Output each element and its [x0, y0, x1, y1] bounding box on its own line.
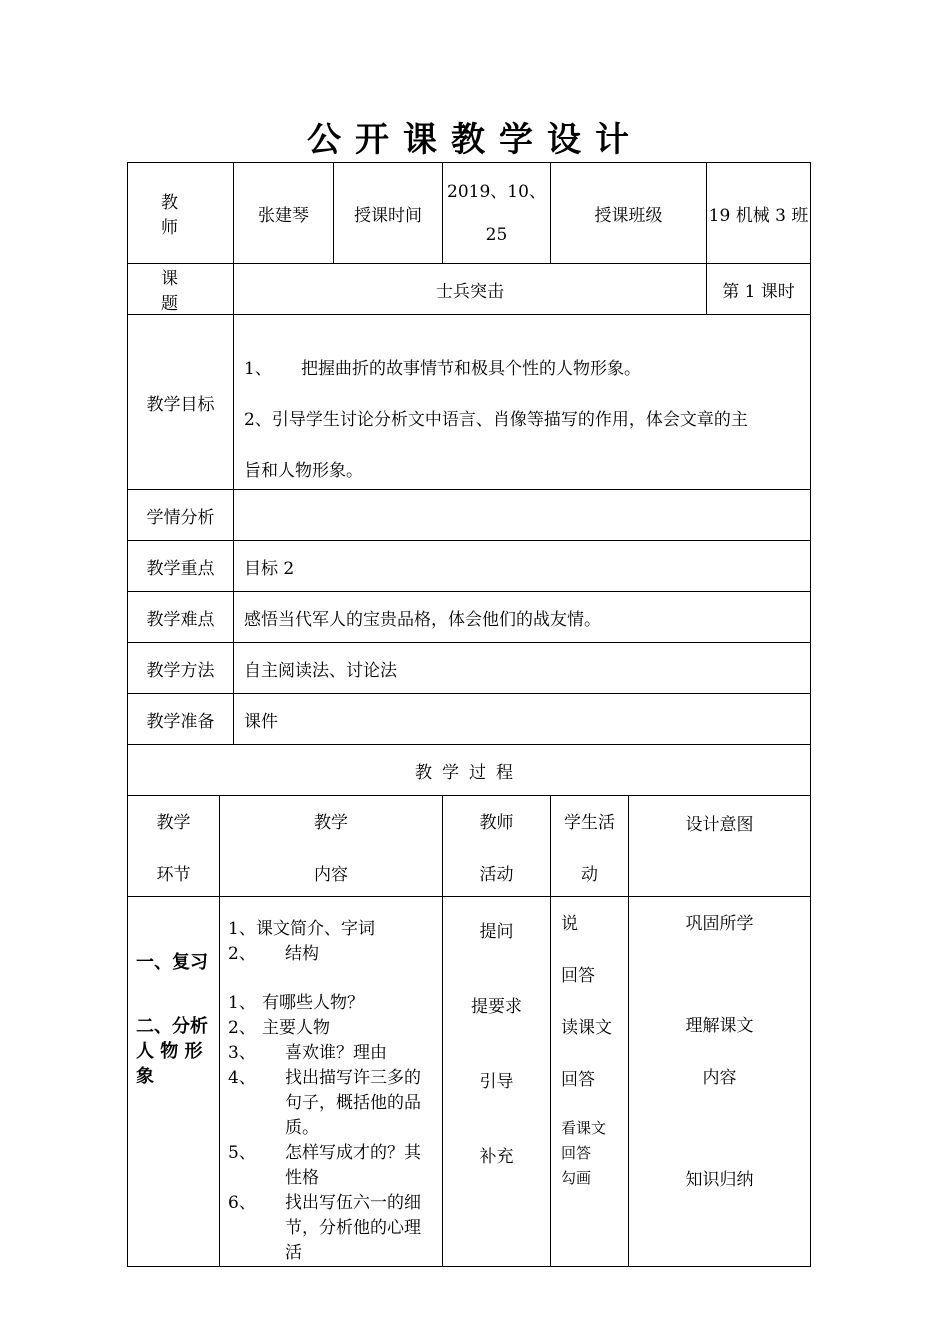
teacher-act-3: 引导	[479, 1072, 514, 1092]
topic-value: 士兵突击	[234, 264, 707, 315]
header-teacher	[443, 796, 551, 897]
teacher-activity-cell	[443, 897, 551, 1267]
student-act-2: 回答	[561, 966, 595, 986]
list-item: 1、 有哪些人物？	[228, 993, 364, 1013]
teacher-act-2: 提要求	[471, 997, 522, 1017]
prep-label: 教学准备	[128, 694, 234, 745]
analysis-list	[228, 991, 434, 1266]
student-act-small-3: 勾画	[561, 1169, 592, 1187]
time-label: 授课时间	[334, 163, 443, 264]
list-item: 6、 找出写伍六一的细节，分析他的心理活	[228, 1193, 421, 1263]
header-stage-1: 教学	[156, 812, 191, 833]
stage-review: 一、复习	[136, 952, 208, 973]
student-act-small-2: 回答	[561, 1144, 592, 1162]
student-act-4: 回答	[561, 1070, 595, 1090]
topic-period: 第 1 课时	[707, 264, 811, 315]
teacher-act-1: 提问	[479, 922, 514, 942]
page-title: 公开课教学设计	[307, 120, 643, 160]
content-cell	[220, 897, 443, 1267]
intent-2: 理解课文	[685, 1016, 754, 1036]
header-content-2: 内容	[314, 864, 348, 885]
objective-2-line-1: 2、引导学生讨论分析文中语言、肖像等描写的作用，体会文章的主	[244, 410, 748, 430]
lesson-date	[443, 163, 551, 264]
list-item: 5、 怎样写成才的？其性格	[228, 1143, 421, 1188]
objective-2-line-2: 旨和人物形象。	[244, 461, 363, 481]
analysis-label: 学情分析	[128, 490, 234, 541]
stage-cell	[128, 897, 220, 1267]
stage-analysis-line-3: 象	[136, 1066, 154, 1087]
key-point-value: 目标 2	[234, 541, 811, 592]
class-value: 19 机械 3 班	[707, 163, 811, 264]
process-heading: 教学过程	[128, 745, 811, 796]
stage-analysis-line-2: 人 物 形	[136, 1041, 203, 1062]
student-act-small-1: 看课文	[561, 1119, 607, 1137]
review-list	[228, 917, 434, 967]
header-stage-2: 环节	[156, 864, 191, 885]
list-item: 2、 结构	[228, 944, 319, 964]
teacher-act-4: 补充	[479, 1147, 514, 1167]
prep-value: 课件	[234, 694, 811, 745]
header-intent	[629, 796, 811, 897]
date-line-2: 25	[485, 225, 508, 245]
objective-1	[234, 354, 810, 379]
difficulty-label: 教学难点	[128, 592, 234, 643]
objectives-cell	[234, 315, 811, 490]
intent-cell	[629, 897, 811, 1267]
teacher-label: 教 师	[128, 163, 234, 264]
method-label: 教学方法	[128, 643, 234, 694]
teacher-name: 张建琴	[234, 163, 334, 264]
header-intent-text: 设计意图	[685, 815, 754, 835]
analysis-value	[234, 490, 811, 541]
objective-1-text: 把握曲折的故事情节和极具个性的人物形象。	[301, 359, 641, 379]
list-item: 4、 找出描写许三多的句子，概括他的品质。	[228, 1068, 421, 1138]
objective-1-num: 1、	[244, 359, 272, 379]
date-line-1: 2019、10、	[447, 182, 546, 202]
header-stage	[128, 796, 220, 897]
class-label: 授课班级	[551, 163, 707, 264]
header-teacher-2: 活动	[479, 864, 514, 885]
student-activity-cell	[551, 897, 629, 1267]
intent-1: 巩固所学	[685, 914, 754, 934]
stage-analysis-line-1: 二、分析	[136, 1016, 208, 1037]
difficulty-value: 感悟当代军人的宝贵品格，体会他们的战友情。	[234, 592, 811, 643]
student-act-3: 读课文	[561, 1018, 612, 1038]
list-item: 1、 课文简介、字词	[228, 919, 375, 939]
objectives-label: 教学目标	[128, 315, 234, 490]
intent-4: 知识归纳	[685, 1170, 754, 1190]
header-student-1: 学生活	[564, 812, 615, 833]
key-point-label: 教学重点	[128, 541, 234, 592]
header-student-2: 动	[581, 864, 598, 885]
lesson-plan-table	[127, 162, 811, 1267]
header-teacher-1: 教师	[479, 812, 514, 833]
topic-label: 课 题	[128, 264, 234, 315]
student-act-1: 说	[561, 914, 578, 934]
method-value: 自主阅读法、讨论法	[234, 643, 811, 694]
intent-3: 内容	[702, 1068, 737, 1088]
list-item: 2、 主要人物	[228, 1018, 330, 1038]
header-student	[551, 796, 629, 897]
header-content	[220, 796, 443, 897]
header-content-1: 教学	[314, 812, 348, 833]
list-item: 3、 喜欢谁？理由	[228, 1043, 387, 1063]
